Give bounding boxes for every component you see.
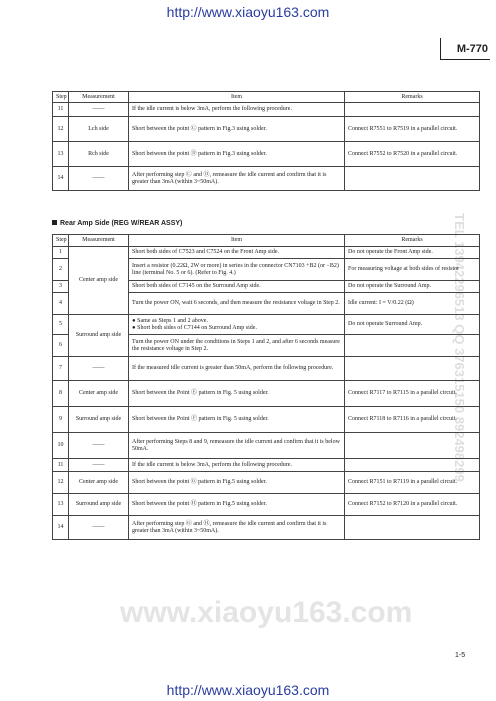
cell-item: Turn the power ON under the conditions in Steps 1 and 2, and after 6 seconds measure the resistance voltage in Step 2. <box>129 335 345 357</box>
cell-measurement: —— <box>69 459 129 472</box>
table-row <box>53 357 480 381</box>
header-step: Step <box>53 92 69 103</box>
table-row <box>53 381 480 407</box>
side-watermark-left <box>0 213 2 482</box>
cell-remarks: Connect R7552 to R7520 in a parallel circuit. <box>345 142 480 167</box>
cell-item: Short between the point Ⓗ pattern in Fig.5 using solder. <box>129 494 345 516</box>
cell-step: 3 <box>53 281 69 293</box>
cell-remarks <box>345 103 480 117</box>
cell-measurement-center-group: Center amp side <box>69 247 129 315</box>
cell-step: 5 <box>53 315 69 335</box>
cell-step: 9 <box>53 407 69 433</box>
cell-item: Insert a resistor (0.22Ω, 2W or more) in series in the connector CN7103 +B2 (or −B2) line (terminal No. 5 or 6). (Refer to Fig. 4.) <box>129 259 345 281</box>
cell-step: 12 <box>53 117 69 142</box>
header-remarks: Remarks <box>345 235 480 247</box>
cell-measurement: Surround amp side <box>69 407 129 433</box>
square-bullet-icon <box>52 220 57 225</box>
cell-item: Short both sides of C7523 and C7524 on the Front Amp side. <box>129 247 345 259</box>
table-row <box>53 167 480 191</box>
table-header-row <box>53 235 480 247</box>
cell-item: Turn the power ON, wait 6 seconds, and then measure the resistance voltage in Step 2. <box>129 293 345 315</box>
cell-step: 14 <box>53 167 69 191</box>
side-watermark-right: TEL 13942296513 QQ 376315150 892498299 <box>451 213 467 482</box>
rear-amp-table <box>52 234 480 540</box>
cell-measurement-surround-group: Surround amp side <box>69 315 129 357</box>
cell-measurement: —— <box>69 167 129 191</box>
header-measurement: Measurement <box>69 92 129 103</box>
header-item: Item <box>129 92 345 103</box>
model-label: M-770 <box>440 38 490 60</box>
table-row <box>53 472 480 494</box>
cell-remarks: Connect R7118 to R7116 in a parallel circuit. <box>345 407 480 433</box>
cell-remarks: Do not operate Surround Amp. <box>345 315 480 335</box>
cell-item: If the idle current is below 3mA, perform the following procedure. <box>129 459 345 472</box>
cell-measurement: —— <box>69 516 129 540</box>
cell-item: After performing Steps 8 and 9, remeasure the idle current and confirm that it is below 50mA. <box>129 433 345 459</box>
cell-step: 4 <box>53 293 69 315</box>
cell-step: 12 <box>53 472 69 494</box>
footer-url[interactable]: http://www.xiaoyu163.com <box>166 682 330 698</box>
cell-remarks <box>345 335 480 357</box>
cell-item: Short between the point Ⓒ pattern in Fig.3 using solder. <box>129 117 345 142</box>
table-row <box>53 494 480 516</box>
cell-remarks <box>345 433 480 459</box>
cell-measurement: Rch side <box>69 142 129 167</box>
cell-remarks: Connect R7117 to R7115 in a parallel circuit. <box>345 381 480 407</box>
cell-item: If the idle current is below 3mA, perform the following procedure. <box>129 103 345 117</box>
cell-remarks <box>345 516 480 540</box>
cell-remarks <box>345 357 480 381</box>
cell-step: 8 <box>53 381 69 407</box>
cell-item: Short between the point Ⓖ pattern in Fig.5 using solder. <box>129 472 345 494</box>
mid-watermark: www.xiaoyu163.com <box>120 596 413 629</box>
cell-measurement: —— <box>69 433 129 459</box>
table-row <box>53 433 480 459</box>
cell-remarks: Idle current: I = V/0.22 (Ω) <box>345 293 480 315</box>
cell-item: Short between the Point Ⓕ pattern in Fig. 5 using solder. <box>129 407 345 433</box>
cell-item: Short between the Point Ⓔ pattern in Fig. 5 using solder. <box>129 381 345 407</box>
header-item: Item <box>129 235 345 247</box>
cell-item: Short both sides of C7145 on the Surround Amp side. <box>129 281 345 293</box>
cell-measurement: —— <box>69 103 129 117</box>
cell-item: If the measured idle current is greater than 50mA, perform the following procedure. <box>129 357 345 381</box>
cell-measurement: —— <box>69 357 129 381</box>
cell-item: ● Same as Steps 1 and 2 above. ● Short both sides of C7144 on Surround Amp side. <box>129 315 345 335</box>
cell-measurement: Lch side <box>69 117 129 142</box>
cell-item: After performing step Ⓒ and Ⓓ, remeasure the idle current and confirm that it is greater than 3mA (within 3~50mA). <box>129 167 345 191</box>
page-number: 1-5 <box>455 652 466 659</box>
cell-item: Short between the point Ⓓ pattern in Fig.3 using solder. <box>129 142 345 167</box>
cell-remarks <box>345 459 480 472</box>
table-row <box>53 117 480 142</box>
section-title: Rear Amp Side (REG W/REAR ASSY) <box>60 220 183 227</box>
cell-step: 13 <box>53 494 69 516</box>
table-header-row <box>53 92 480 103</box>
header-measurement: Measurement <box>69 235 129 247</box>
cell-step: 14 <box>53 516 69 540</box>
table-row <box>53 516 480 540</box>
cell-step: 7 <box>53 357 69 381</box>
cell-step: 13 <box>53 142 69 167</box>
cell-step: 10 <box>53 433 69 459</box>
cell-step: 11 <box>53 103 69 117</box>
table-row <box>53 315 480 335</box>
front-amp-table <box>52 91 480 191</box>
section-heading <box>52 220 182 227</box>
cell-step: 1 <box>53 247 69 259</box>
header-step: Step <box>53 235 69 247</box>
cell-remarks: For measuring voltage at both sides of resistor <box>345 259 480 281</box>
cell-measurement: Center amp side <box>69 472 129 494</box>
table-row <box>53 459 480 472</box>
cell-remarks: Connect R7551 to R7519 in a parallel circuit. <box>345 117 480 142</box>
cell-item: After performing step Ⓖ and Ⓗ, remeasure the idle current and confirm that it is greater than 3mA (within 3~50mA). <box>129 516 345 540</box>
cell-step: 11 <box>53 459 69 472</box>
cell-remarks: Connect R7152 to R7120 in a parallel circuit. <box>345 494 480 516</box>
table-row <box>53 103 480 117</box>
cell-remarks: Connect R7151 to R7119 in a parallel circuit. <box>345 472 480 494</box>
table-row <box>53 247 480 259</box>
cell-step: 2 <box>53 259 69 281</box>
cell-step: 6 <box>53 335 69 357</box>
header-remarks: Remarks <box>345 92 480 103</box>
header-url[interactable]: http://www.xiaoyu163.com <box>166 4 330 20</box>
cell-remarks: Do not operate the Front Amp side. <box>345 247 480 259</box>
cell-measurement: Center amp side <box>69 381 129 407</box>
table-row <box>53 142 480 167</box>
cell-measurement: Surround amp side <box>69 494 129 516</box>
table-row <box>53 407 480 433</box>
cell-remarks <box>345 167 480 191</box>
cell-remarks: Do not operate the Surround Amp. <box>345 281 480 293</box>
